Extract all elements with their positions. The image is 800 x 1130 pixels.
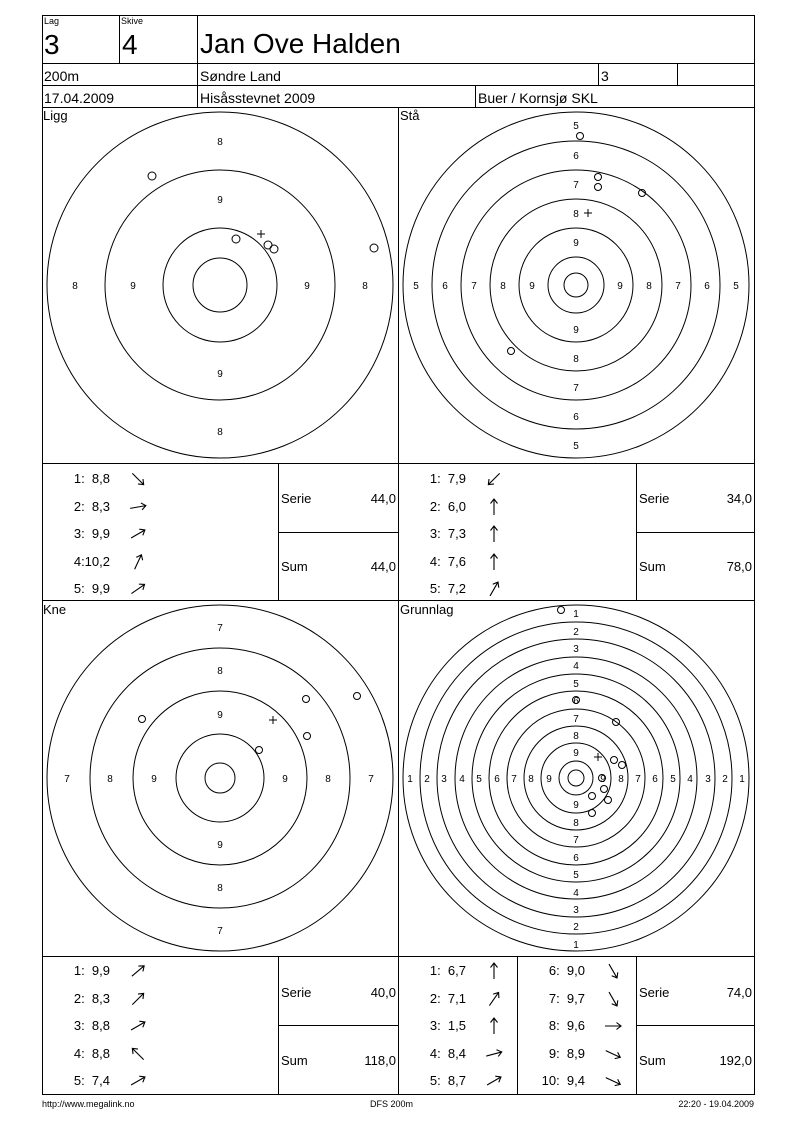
shot-score: 5: 7,4 [73, 1073, 110, 1088]
ring [461, 170, 691, 400]
shot-direction-arrow-icon [128, 469, 148, 489]
ring-label: 8 [107, 774, 113, 785]
shot-direction-arrow-icon [128, 1071, 148, 1091]
sum-label-sta: Sum [639, 559, 666, 574]
footer-url[interactable]: http://www.megalink.no [42, 1099, 135, 1109]
shot-direction-arrow-icon [484, 524, 504, 544]
shot-score: 1: 6,7 [429, 963, 466, 978]
ring-label: 5 [573, 870, 579, 881]
shot-hole [370, 244, 378, 252]
class: 3 [601, 68, 609, 84]
ring-label: 8 [362, 281, 368, 292]
shot-hole [303, 696, 310, 703]
ring [163, 228, 277, 342]
ring-label: 8 [500, 281, 506, 292]
serie-value-sta: 34,0 [726, 491, 752, 506]
ring [205, 763, 235, 793]
ring-label: 7 [573, 180, 579, 191]
ring-label: 1 [573, 940, 579, 951]
shot-direction-arrow-icon [484, 469, 504, 489]
shot-hole [619, 762, 626, 769]
shot-hole [577, 133, 584, 140]
ring-label: 5 [573, 441, 579, 452]
shot-direction-arrow-icon [128, 524, 148, 544]
ring-label: 5 [413, 281, 419, 292]
lag-value: 3 [44, 29, 60, 60]
shot-hole [256, 747, 263, 754]
shot-direction-arrow-icon [128, 1016, 148, 1036]
shot-direction-arrow-icon [603, 1071, 623, 1091]
ring-label: 3 [441, 774, 447, 785]
shot-score: 2: 8,3 [73, 498, 110, 514]
serie-label-grunnlag: Serie [639, 985, 670, 1000]
ring-label: 4 [687, 774, 693, 785]
shot-hole [354, 693, 361, 700]
target-grunnlag [398, 600, 754, 956]
ring-label: 8 [573, 209, 579, 220]
ring-label: 8 [325, 774, 331, 785]
ring-label: 8 [217, 666, 223, 677]
serie-value-ligg: 44,0 [370, 491, 396, 506]
target-kne [42, 600, 398, 956]
sum-label-kne: Sum [281, 1053, 308, 1068]
ring [559, 761, 593, 795]
ring-label: 9 [217, 369, 223, 380]
ring-label: 7 [217, 623, 223, 634]
ring-label: 9 [617, 281, 623, 292]
shot-score: 5: 7,2 [429, 581, 466, 596]
center-marker [257, 230, 265, 238]
ring [564, 273, 588, 297]
ring-label: 9 [130, 281, 136, 292]
ring [193, 258, 247, 312]
shot-score: 2: 8,3 [73, 990, 110, 1006]
ring [90, 648, 350, 908]
shot-score: 3: 7,3 [429, 526, 466, 541]
shot-direction-arrow-icon [128, 497, 148, 517]
shot-hole [139, 716, 146, 723]
ring-label: 7 [675, 281, 681, 292]
shot-score: 3: 9,9 [73, 526, 110, 541]
ring-label: 6 [442, 281, 448, 292]
shot-hole [589, 793, 596, 800]
sum-value-kne: 118,0 [364, 1053, 396, 1068]
ring-label: 7 [471, 281, 477, 292]
ring-label: 5 [573, 679, 579, 690]
ring [568, 770, 584, 786]
shot-score: 1: 9,9 [73, 963, 110, 978]
ring-label: 5 [733, 281, 739, 292]
shot-score: 7: 9,7 [548, 990, 585, 1006]
skive-label: Skive [121, 16, 144, 26]
ring-label: 6 [573, 412, 579, 423]
shot-score: 4: 7,6 [429, 553, 466, 569]
shot-direction-arrow-icon [484, 961, 504, 981]
panel-title-grunnlag: Grunnlag [400, 602, 454, 617]
ring-label: 3 [573, 905, 579, 916]
shot-direction-arrow-icon [603, 1044, 623, 1064]
ring-label: 7 [217, 926, 223, 937]
ring-label: 8 [573, 731, 579, 742]
ring-label: 8 [573, 818, 579, 829]
skive-value: 4 [122, 29, 138, 60]
ring-label: 1 [407, 774, 413, 785]
ring-label: 4 [573, 888, 579, 899]
serie-value-grunnlag: 74,0 [726, 985, 752, 1000]
ring-label: 8 [217, 137, 223, 148]
shot-direction-arrow-icon [484, 1071, 504, 1091]
ring-label: 9 [546, 774, 552, 785]
ring-label: 4 [573, 661, 579, 672]
shot-score: 1: 7,9 [429, 471, 466, 486]
ring-label: 7 [573, 714, 579, 725]
shot-direction-arrow-icon [128, 1044, 148, 1064]
ring-label: 6 [652, 774, 658, 785]
footer-program: DFS 200m [370, 1099, 414, 1109]
sum-value-sta: 78,0 [726, 559, 752, 574]
shot-score: 4: 8,4 [429, 1045, 466, 1061]
ring [176, 734, 264, 822]
ring-label: 7 [635, 774, 641, 785]
ring-label: 9 [573, 325, 579, 336]
ring-label: 6 [704, 281, 710, 292]
ring-label: 8 [618, 774, 624, 785]
shot-score: 5: 9,9 [73, 581, 110, 596]
sum-value-grunnlag: 192,0 [719, 1053, 752, 1068]
shot-direction-arrow-icon [484, 1044, 504, 1064]
shot-hole [595, 184, 602, 191]
shot-hole [264, 241, 272, 249]
ring [490, 199, 662, 371]
venue: Buer / Kornsjø SKL [478, 90, 598, 106]
ring-label: 6 [573, 853, 579, 864]
shot-direction-arrow-icon [128, 989, 148, 1009]
ring-label: 9 [217, 710, 223, 721]
ring-label: 3 [705, 774, 711, 785]
ring-label: 9 [573, 748, 579, 759]
shot-direction-arrow-icon [128, 579, 148, 599]
ring [548, 257, 604, 313]
date: 17.04.2009 [44, 90, 115, 106]
ring-label: 9 [600, 774, 606, 785]
shot-direction-arrow-icon [484, 579, 504, 599]
shot-hole [304, 733, 311, 740]
ring-label: 3 [573, 644, 579, 655]
shot-score: 3: 8,8 [73, 1018, 110, 1033]
shot-hole [558, 607, 565, 614]
ring-label: 1 [739, 774, 745, 785]
shot-direction-arrow-icon [603, 961, 623, 981]
shot-hole [601, 786, 608, 793]
shot-direction-arrow-icon [484, 989, 504, 1009]
ring-label: 8 [72, 281, 78, 292]
ring-label: 6 [573, 151, 579, 162]
ring-label: 9 [151, 774, 157, 785]
ring-label: 5 [476, 774, 482, 785]
shot-direction-arrow-icon [128, 552, 148, 572]
shot-direction-arrow-icon [484, 552, 504, 572]
shot-hole [148, 172, 156, 180]
panel-title-sta: Stå [400, 108, 420, 123]
shot-direction-arrow-icon [484, 1016, 504, 1036]
panel-title-kne: Kne [43, 602, 67, 617]
ring-label: 8 [217, 883, 223, 894]
club: Søndre Land [200, 68, 281, 84]
sum-label-ligg: Sum [281, 559, 308, 574]
ring-label: 9 [282, 774, 288, 785]
ring-label: 1 [573, 609, 579, 620]
ring-label: 2 [424, 774, 430, 785]
ring-label: 8 [528, 774, 534, 785]
shot-hole [611, 757, 618, 764]
ring [47, 605, 393, 951]
shot-direction-arrow-icon [603, 989, 623, 1009]
event: Hisåsstevnet 2009 [200, 90, 316, 106]
ring-label: 6 [573, 696, 579, 707]
shot-hole [270, 245, 278, 253]
shot-score: 1: 8,8 [73, 471, 110, 486]
shot-score: 2: 7,1 [429, 990, 466, 1006]
ring-label: 7 [573, 383, 579, 394]
center-marker [594, 753, 602, 761]
ring-label: 8 [217, 427, 223, 438]
target-ligg [42, 107, 398, 463]
shot-direction-arrow-icon [603, 1016, 623, 1036]
ring-label: 9 [573, 800, 579, 811]
shot-score: 8: 9,6 [548, 1018, 585, 1033]
shot-hole [605, 797, 612, 804]
shot-hole [595, 174, 602, 181]
sum-label-grunnlag: Sum [639, 1053, 666, 1068]
serie-label-kne: Serie [281, 985, 312, 1000]
ring-label: 7 [64, 774, 70, 785]
ring-label: 9 [529, 281, 535, 292]
ring-label: 4 [459, 774, 465, 785]
shot-score: 2: 6,0 [429, 498, 466, 514]
distance: 200m [44, 68, 80, 84]
ring-label: 2 [573, 627, 579, 638]
sum-value-ligg: 44,0 [370, 559, 396, 574]
center-marker [269, 716, 277, 724]
ring-label: 2 [722, 774, 728, 785]
ring-label: 7 [368, 774, 374, 785]
shooter-name: Jan Ove Halden [200, 28, 401, 59]
footer-timestamp: 22:20 - 19.04.2009 [678, 1099, 754, 1109]
target-sta [398, 107, 754, 463]
shot-direction-arrow-icon [128, 961, 148, 981]
ring-label: 8 [573, 354, 579, 365]
shot-score: 3: 1,5 [429, 1018, 466, 1033]
ring-label: 2 [573, 922, 579, 933]
serie-label-ligg: Serie [281, 491, 312, 506]
serie-value-kne: 40,0 [370, 985, 396, 1000]
shot-score: 4:10,2 [73, 553, 110, 569]
panel-title-ligg: Ligg [43, 108, 68, 123]
shot-score: 4: 8,8 [73, 1045, 110, 1061]
ring-label: 9 [217, 195, 223, 206]
ring-label: 5 [670, 774, 676, 785]
shot-score: 9: 8,9 [548, 1045, 585, 1061]
ring-label: 9 [573, 238, 579, 249]
center-marker [584, 209, 592, 217]
ring-label: 7 [573, 835, 579, 846]
shot-score: 6: 9,0 [548, 963, 585, 978]
ring-label: 6 [494, 774, 500, 785]
lag-label: Lag [44, 16, 60, 26]
ring-label: 9 [217, 840, 223, 851]
shot-hole [508, 348, 515, 355]
shot-score: 10: 9,4 [541, 1073, 585, 1088]
ring [403, 112, 749, 458]
ring [47, 112, 393, 458]
shot-direction-arrow-icon [484, 497, 504, 517]
ring-label: 8 [646, 281, 652, 292]
serie-label-sta: Serie [639, 491, 670, 506]
shot-hole [232, 235, 240, 243]
ring-label: 7 [511, 774, 517, 785]
shot-score: 5: 8,7 [429, 1073, 466, 1088]
shot-hole [589, 810, 596, 817]
ring-label: 9 [304, 281, 310, 292]
ring-label: 5 [573, 121, 579, 132]
